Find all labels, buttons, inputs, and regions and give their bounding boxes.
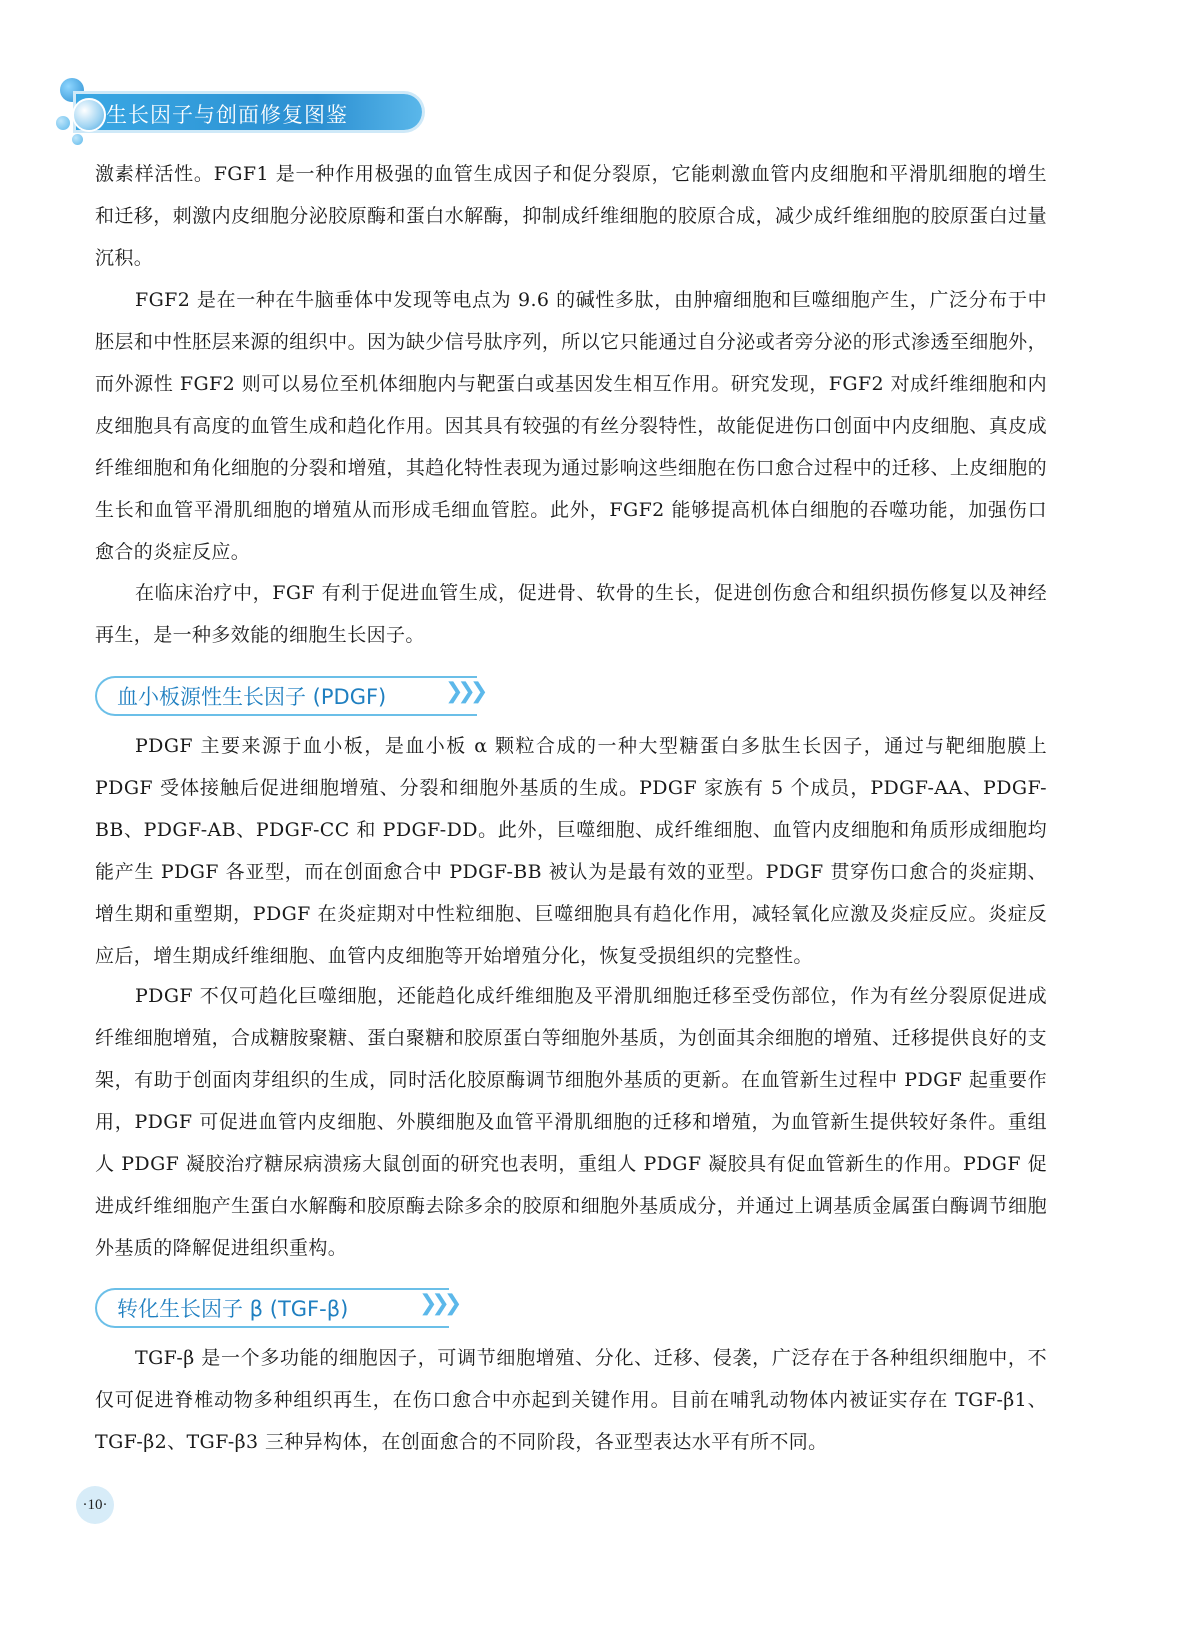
- chevrons-right-icon: ❯❯❯: [419, 1291, 457, 1316]
- section-title: 转化生长因子 β (TGF-β): [117, 1297, 349, 1321]
- section-heading-tgf: [95, 1288, 457, 1328]
- page-number: ·10·: [76, 1486, 114, 1524]
- running-header: [54, 76, 374, 146]
- section-title: 血小板源性生长因子 (PDGF): [117, 685, 387, 709]
- paragraph-fgf-clinical: 在临床治疗中，FGF 有利于促进血管生成，促进骨、软骨的生长，促进创伤愈合和组织损伤修复以及神经再生，是一种多效能的细胞生长因子。: [95, 582, 1047, 646]
- chevrons-right-icon: ❯❯❯: [445, 679, 483, 704]
- decor-dot-icon: [72, 134, 83, 145]
- paragraph-pdgf-2: PDGF 不仅可趋化巨噬细胞，还能趋化成纤维细胞及平滑肌细胞迁移至受伤部位，作为有丝分裂原促进成纤维细胞增殖，合成糖胺聚糖、蛋白聚糖和胶原蛋白等细胞外基质，为创面其余细胞的增殖、迁移提供良好的支架，有助于创面肉芽组织的生成，同时活化胶原酶调节细胞外基质的更新。在血管新生过程中 PDGF 起重要作用，PDGF 可促进血管内皮细胞、外膜细胞及血管平滑肌细胞的迁移和增殖，为血管新生提供较好条件。重组人 PDGF 凝胶治疗糖尿病溃疡大鼠创面的研究也表明，重组人 PDGF 凝胶具有促血管新生的作用。PDGF 促进成纤维细胞产生蛋白水解酶和胶原酶去除多余的胶原和细胞外基质成分，并通过上调基质金属蛋白酶调节细胞外基质的降解促进组织重构。: [95, 985, 1047, 1259]
- section-heading-pdgf: [95, 676, 483, 716]
- molecule-icon: [72, 98, 106, 132]
- header-banner: [76, 94, 422, 130]
- paragraph-fgf2: FGF2 是在一种在牛脑垂体中发现等电点为 9.6 的碱性多肽，由肿瘤细胞和巨噬细胞产生，广泛分布于中胚层和中性胚层来源的组织中。因为缺少信号肽序列，所以它只能通过自分泌或者旁分泌的形式渗透至细胞外，而外源性 FGF2 则可以易位至机体细胞内与靶蛋白或基因发生相互作用。研究发现，FGF2 对成纤维细胞和内皮细胞具有高度的血管生成和趋化作用。因其具有较强的有丝分裂特性，故能促进伤口创面中内皮细胞、真皮成纤维细胞和角化细胞的分裂和增殖，其趋化特性表现为通过影响这些细胞在伤口愈合过程中的迁移、上皮细胞的生长和血管平滑肌细胞的增殖从而形成毛细血管腔。此外，FGF2 能够提高机体白细胞的吞噬功能，加强伤口愈合的炎症反应。: [95, 289, 1047, 563]
- book-title: 生长因子与创面修复图鉴: [106, 103, 348, 127]
- decor-dot-icon: [56, 116, 70, 130]
- paragraph-fgf1: 激素样活性。FGF1 是一种作用极强的血管生成因子和促分裂原，它能刺激血管内皮细胞和平滑肌细胞的增生和迁移，刺激内皮细胞分泌胶原酶和蛋白水解酶，抑制成纤维细胞的胶原合成，减少成纤维细胞的胶原蛋白过量沉积。: [95, 163, 1047, 269]
- paragraph-tgf: TGF-β 是一个多功能的细胞因子，可调节细胞增殖、分化、迁移、侵袭，广泛存在于各种组织细胞中，不仅可促进脊椎动物多种组织再生，在伤口愈合中亦起到关键作用。目前在哺乳动物体内被证实存在 TGF-β1、TGF-β2、TGF-β3 三种异构体，在创面愈合的不同阶段，各亚型表达水平有所不同。: [95, 1347, 1047, 1453]
- paragraph-pdgf-1: PDGF 主要来源于血小板，是血小板 α 颗粒合成的一种大型糖蛋白多肽生长因子，通过与靶细胞膜上 PDGF 受体接触后促进细胞增殖、分裂和细胞外基质的生成。PDGF 家族有 5 个成员，PDGF-AA、PDGF-BB、PDGF-AB、PDGF-CC 和 PDGF-DD。此外，巨噬细胞、成纤维细胞、血管内皮细胞和角质形成细胞均能产生 PDGF 各亚型，而在创面愈合中 PDGF-BB 被认为是最有效的亚型。PDGF 贯穿伤口愈合的炎症期、增生期和重塑期，PDGF 在炎症期对中性粒细胞、巨噬细胞具有趋化作用，减轻氧化应激及炎症反应。炎症反应后，增生期成纤维细胞、血管内皮细胞等开始增殖分化，恢复受损组织的完整性。: [95, 735, 1047, 967]
